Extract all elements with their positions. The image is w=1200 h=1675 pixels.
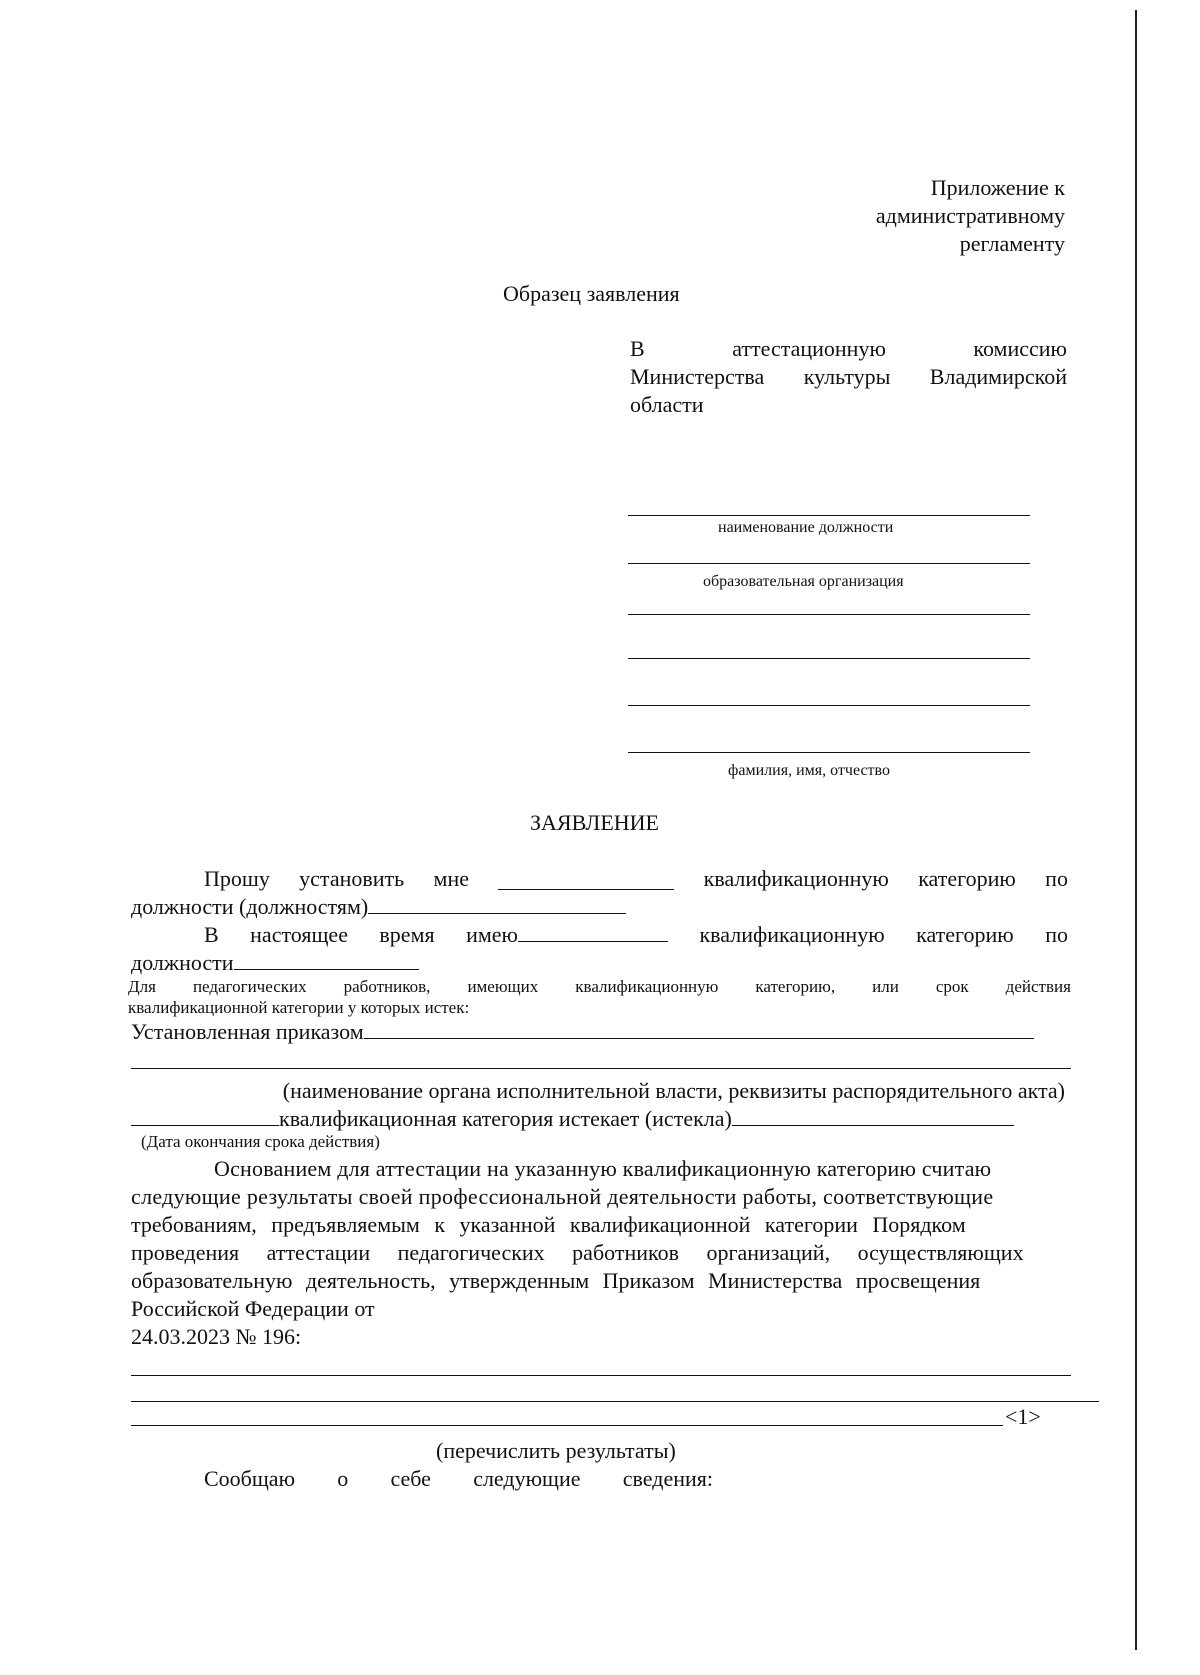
inform-word: сведения: <box>622 1466 713 1491</box>
note-line-1 <box>128 978 1071 995</box>
established-line <box>131 1020 1034 1043</box>
basis-line-5: образовательную деятельность, утвержденным Приказом Министерства просвещения <box>131 1268 981 1293</box>
fio-blank-line <box>628 752 1030 753</box>
basis-line-6: Российской Федерации от <box>131 1296 375 1321</box>
expiry-line <box>131 1107 1014 1130</box>
blank-line-3 <box>628 705 1030 706</box>
basis-line-7: 24.03.2023 № 196: <box>131 1324 302 1349</box>
appendix-line-3: регламенту <box>959 231 1065 256</box>
page-edge-line <box>1135 10 1137 1650</box>
note-word: или <box>872 977 899 996</box>
inform-word: о <box>337 1466 349 1491</box>
request-line-1 <box>204 868 1068 890</box>
current-word: настоящее <box>250 922 348 947</box>
order-field[interactable] <box>364 1020 1034 1039</box>
requested-positions-field[interactable] <box>368 895 626 914</box>
inform-word: себе <box>390 1466 431 1491</box>
established-label: Установленная приказом <box>131 1019 364 1044</box>
blank-line-1 <box>628 614 1030 615</box>
note-word: срок <box>935 977 969 996</box>
request-word: мне <box>433 866 469 891</box>
statement-heading: ЗАЯВЛЕНИЕ <box>530 810 659 835</box>
addressee-word: В <box>630 336 645 361</box>
category-date-field[interactable] <box>131 1107 279 1126</box>
note-word: Для <box>128 977 156 996</box>
note-word: категорию, <box>755 977 836 996</box>
sample-title: Образец заявления <box>503 281 680 306</box>
note-word: имеющих <box>467 977 539 996</box>
request-word: Прошу <box>204 866 270 891</box>
request-word: установить <box>299 866 405 891</box>
addressee-word: культуры <box>803 364 891 389</box>
current-line-2 <box>131 951 419 974</box>
note-word: педагогических <box>192 977 307 996</box>
requested-category-field[interactable] <box>498 871 674 890</box>
fio-caption: фамилия, имя, отчество <box>728 762 890 779</box>
current-line-1 <box>204 923 1068 946</box>
current-word: по <box>1045 922 1068 947</box>
results-caption: (перечислить результаты) <box>436 1438 676 1463</box>
position-blank-line <box>628 515 1030 516</box>
basis-line-1 <box>214 1158 1066 1180</box>
request-positions-label: должности (должностям) <box>131 894 369 919</box>
results-line-1 <box>131 1375 1071 1376</box>
request-word: по <box>1045 866 1068 891</box>
organization-caption: образовательная организация <box>703 573 904 590</box>
addressee-line-1 <box>630 338 1067 360</box>
note-word: квалификационную <box>575 977 719 996</box>
inform-line <box>204 1468 713 1490</box>
basis-line-4: проведения аттестации педагогических работников организаций, осуществляющих <box>131 1240 1024 1265</box>
current-word: категорию <box>916 922 1014 947</box>
organization-blank-line <box>628 563 1030 564</box>
results-line-3 <box>131 1425 1003 1426</box>
inform-word: Сообщаю <box>204 1466 296 1491</box>
addressee-word: комиссию <box>973 336 1067 361</box>
addressee-line-3: области <box>630 392 704 417</box>
current-word: имею <box>466 922 518 947</box>
current-word: время <box>379 922 435 947</box>
addressee-line-2 <box>630 366 1067 388</box>
expiry-date-field[interactable] <box>732 1107 1014 1126</box>
addressee-word: Владимирской <box>929 364 1067 389</box>
note-word: работников, <box>343 977 431 996</box>
order-continuation-line <box>131 1068 1071 1069</box>
current-position-label: должности <box>131 950 234 975</box>
request-word: категорию <box>918 866 1016 891</box>
addressee-word: аттестационную <box>732 336 886 361</box>
addressee-word: Министерства <box>630 364 765 389</box>
request-word: квалификационную <box>703 866 889 891</box>
basis-line-3: требованиям, предъявляемым к указанной квалификационной категории Порядком <box>131 1212 966 1237</box>
current-category-field[interactable] <box>518 923 668 942</box>
authority-caption: (наименование органа исполнительной власти, реквизиты распорядительного акта) <box>282 1078 1065 1103</box>
basis-text: Основанием для аттестации на указанную квалификационную категорию считаю <box>214 1156 992 1181</box>
blank-line-2 <box>628 658 1030 659</box>
current-word: В <box>204 922 219 947</box>
current-word: квалификационную <box>699 922 885 947</box>
note-word: действия <box>1005 977 1071 996</box>
expiry-label: квалификационная категория истекает (истекла) <box>279 1106 732 1131</box>
current-position-field[interactable] <box>234 951 419 970</box>
basis-line-2: следующие результаты своей профессиональной деятельности работы, соответствующие <box>131 1184 994 1209</box>
appendix-line-2: административному <box>875 203 1065 228</box>
appendix-line-1: Приложение к <box>930 175 1065 200</box>
inform-word: следующие <box>473 1466 581 1491</box>
footnote-mark: <1> <box>1005 1404 1041 1429</box>
position-caption: наименование должности <box>718 519 894 536</box>
note-line-2: квалификационной категории у которых истек: <box>128 998 470 1017</box>
results-line-2 <box>131 1401 1099 1402</box>
request-line-2 <box>131 895 626 918</box>
end-date-caption: (Дата окончания срока действия) <box>141 1132 380 1151</box>
